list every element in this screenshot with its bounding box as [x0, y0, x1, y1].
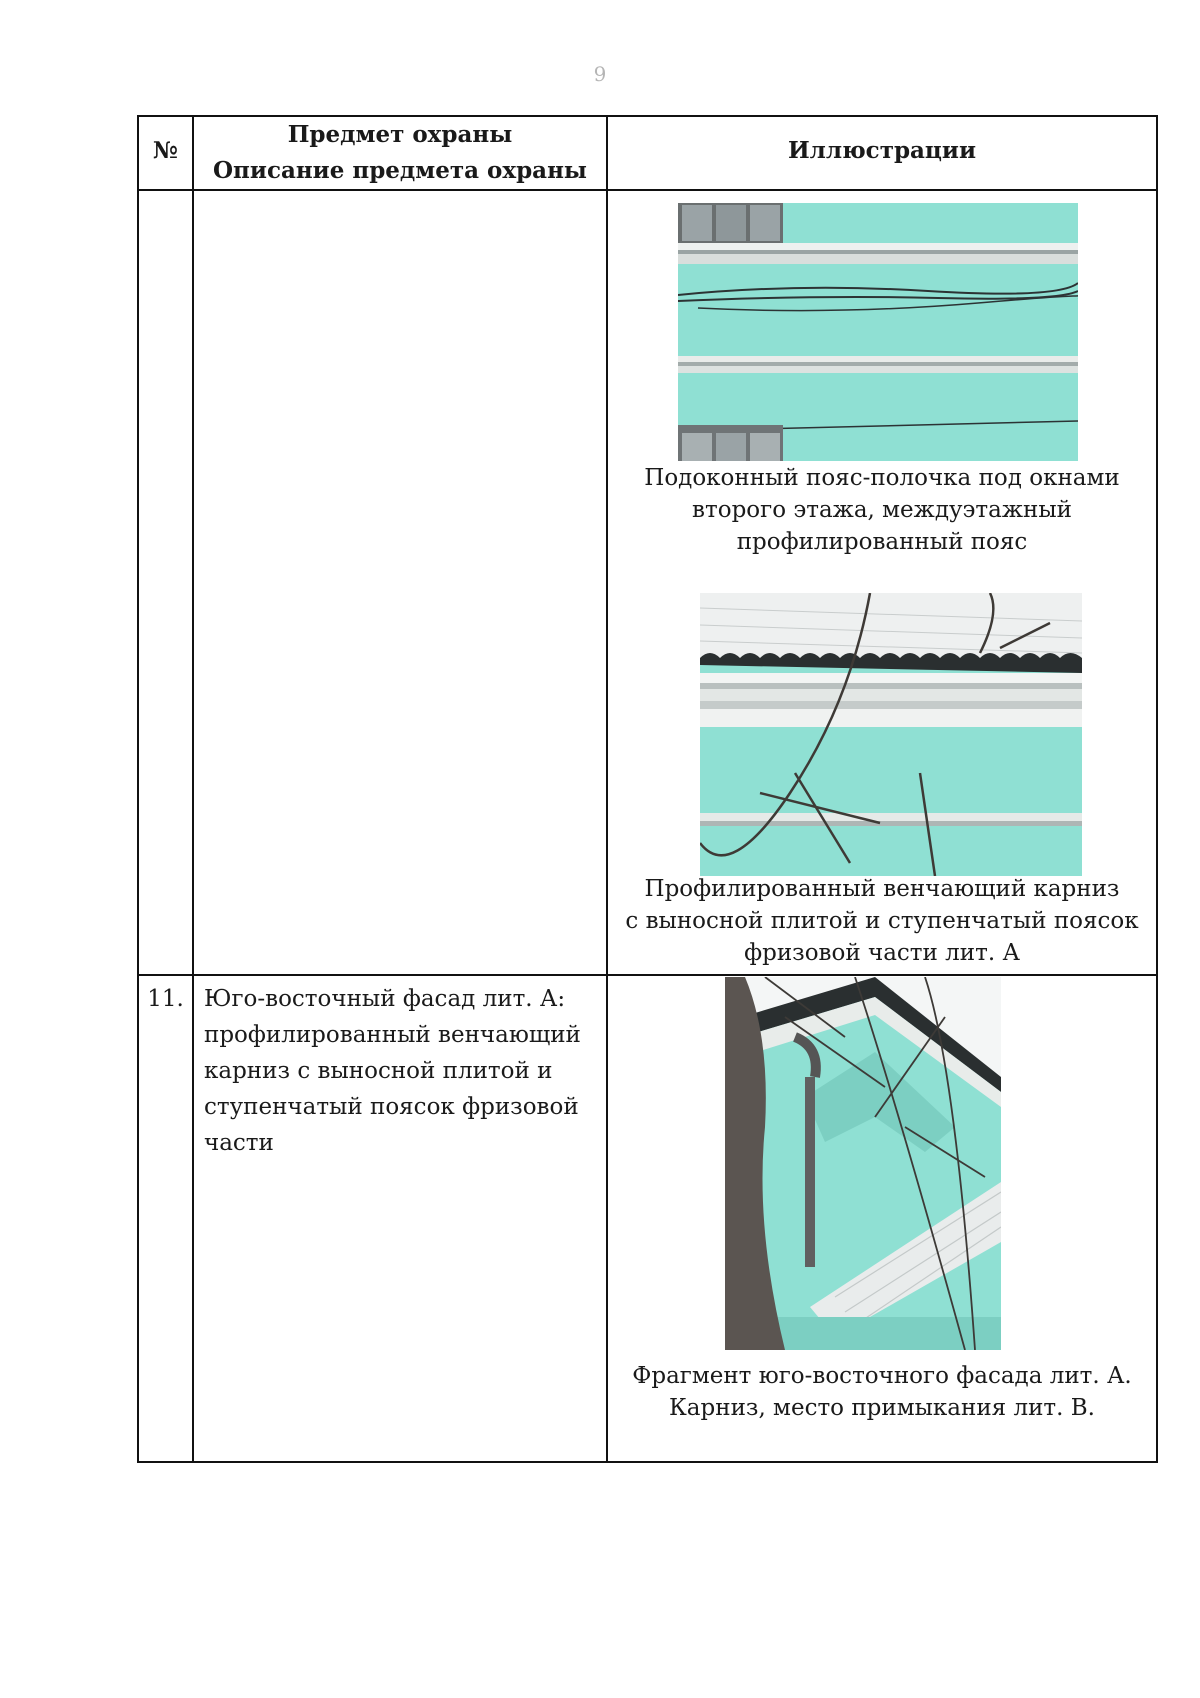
caption-line: Подоконный пояс-полочка под окнами	[644, 465, 1120, 491]
description-line: Юго-восточный фасад лит. А:	[204, 986, 566, 1012]
southeast-facade-photo	[725, 977, 1001, 1350]
row-description	[204, 981, 604, 1161]
caption-line: профилированный пояс	[736, 529, 1028, 555]
caption-line: Фрагмент юго-восточного фасада лит. А.	[632, 1363, 1132, 1389]
row-divider	[137, 974, 1158, 976]
column-divider-1	[192, 115, 194, 1463]
header-illustrations: Иллюстрации	[787, 137, 977, 164]
caption-line: Профилированный венчающий карниз	[644, 876, 1120, 902]
protection-subject-table	[137, 115, 1158, 1463]
description-line: ступенчатый поясок фризовой	[204, 1094, 579, 1120]
table-border-bottom	[137, 1461, 1158, 1463]
caption-line: фризовой части лит. А	[744, 940, 1020, 966]
cornice-photo	[700, 593, 1082, 876]
table-border-left	[137, 115, 139, 1463]
facade-belt-caption	[608, 462, 1156, 558]
description-line: карниз с выносной плитой и	[204, 1058, 553, 1084]
southeast-facade-caption	[608, 1360, 1156, 1424]
header-divider	[137, 189, 1158, 191]
facade-belt-photo	[678, 203, 1078, 461]
page-number: 9	[593, 62, 607, 86]
column-divider-2	[606, 115, 608, 1463]
header-subject-description: Описание предмета охраны	[213, 157, 587, 184]
table-border-right	[1156, 115, 1158, 1463]
description-line: части	[204, 1130, 274, 1156]
description-line: профилированный венчающий	[204, 1022, 581, 1048]
header-subject-title: Предмет охраны	[287, 121, 513, 148]
caption-line: Карниз, место примыкания лит. В.	[669, 1395, 1095, 1421]
row-number: 11.	[147, 986, 184, 1012]
caption-line: с выносной плитой и ступенчатый поясок	[625, 908, 1139, 934]
header-number: №	[153, 137, 178, 164]
caption-line: второго этажа, междуэтажный	[692, 497, 1072, 523]
cornice-caption	[608, 873, 1156, 969]
header-subject	[194, 117, 606, 189]
